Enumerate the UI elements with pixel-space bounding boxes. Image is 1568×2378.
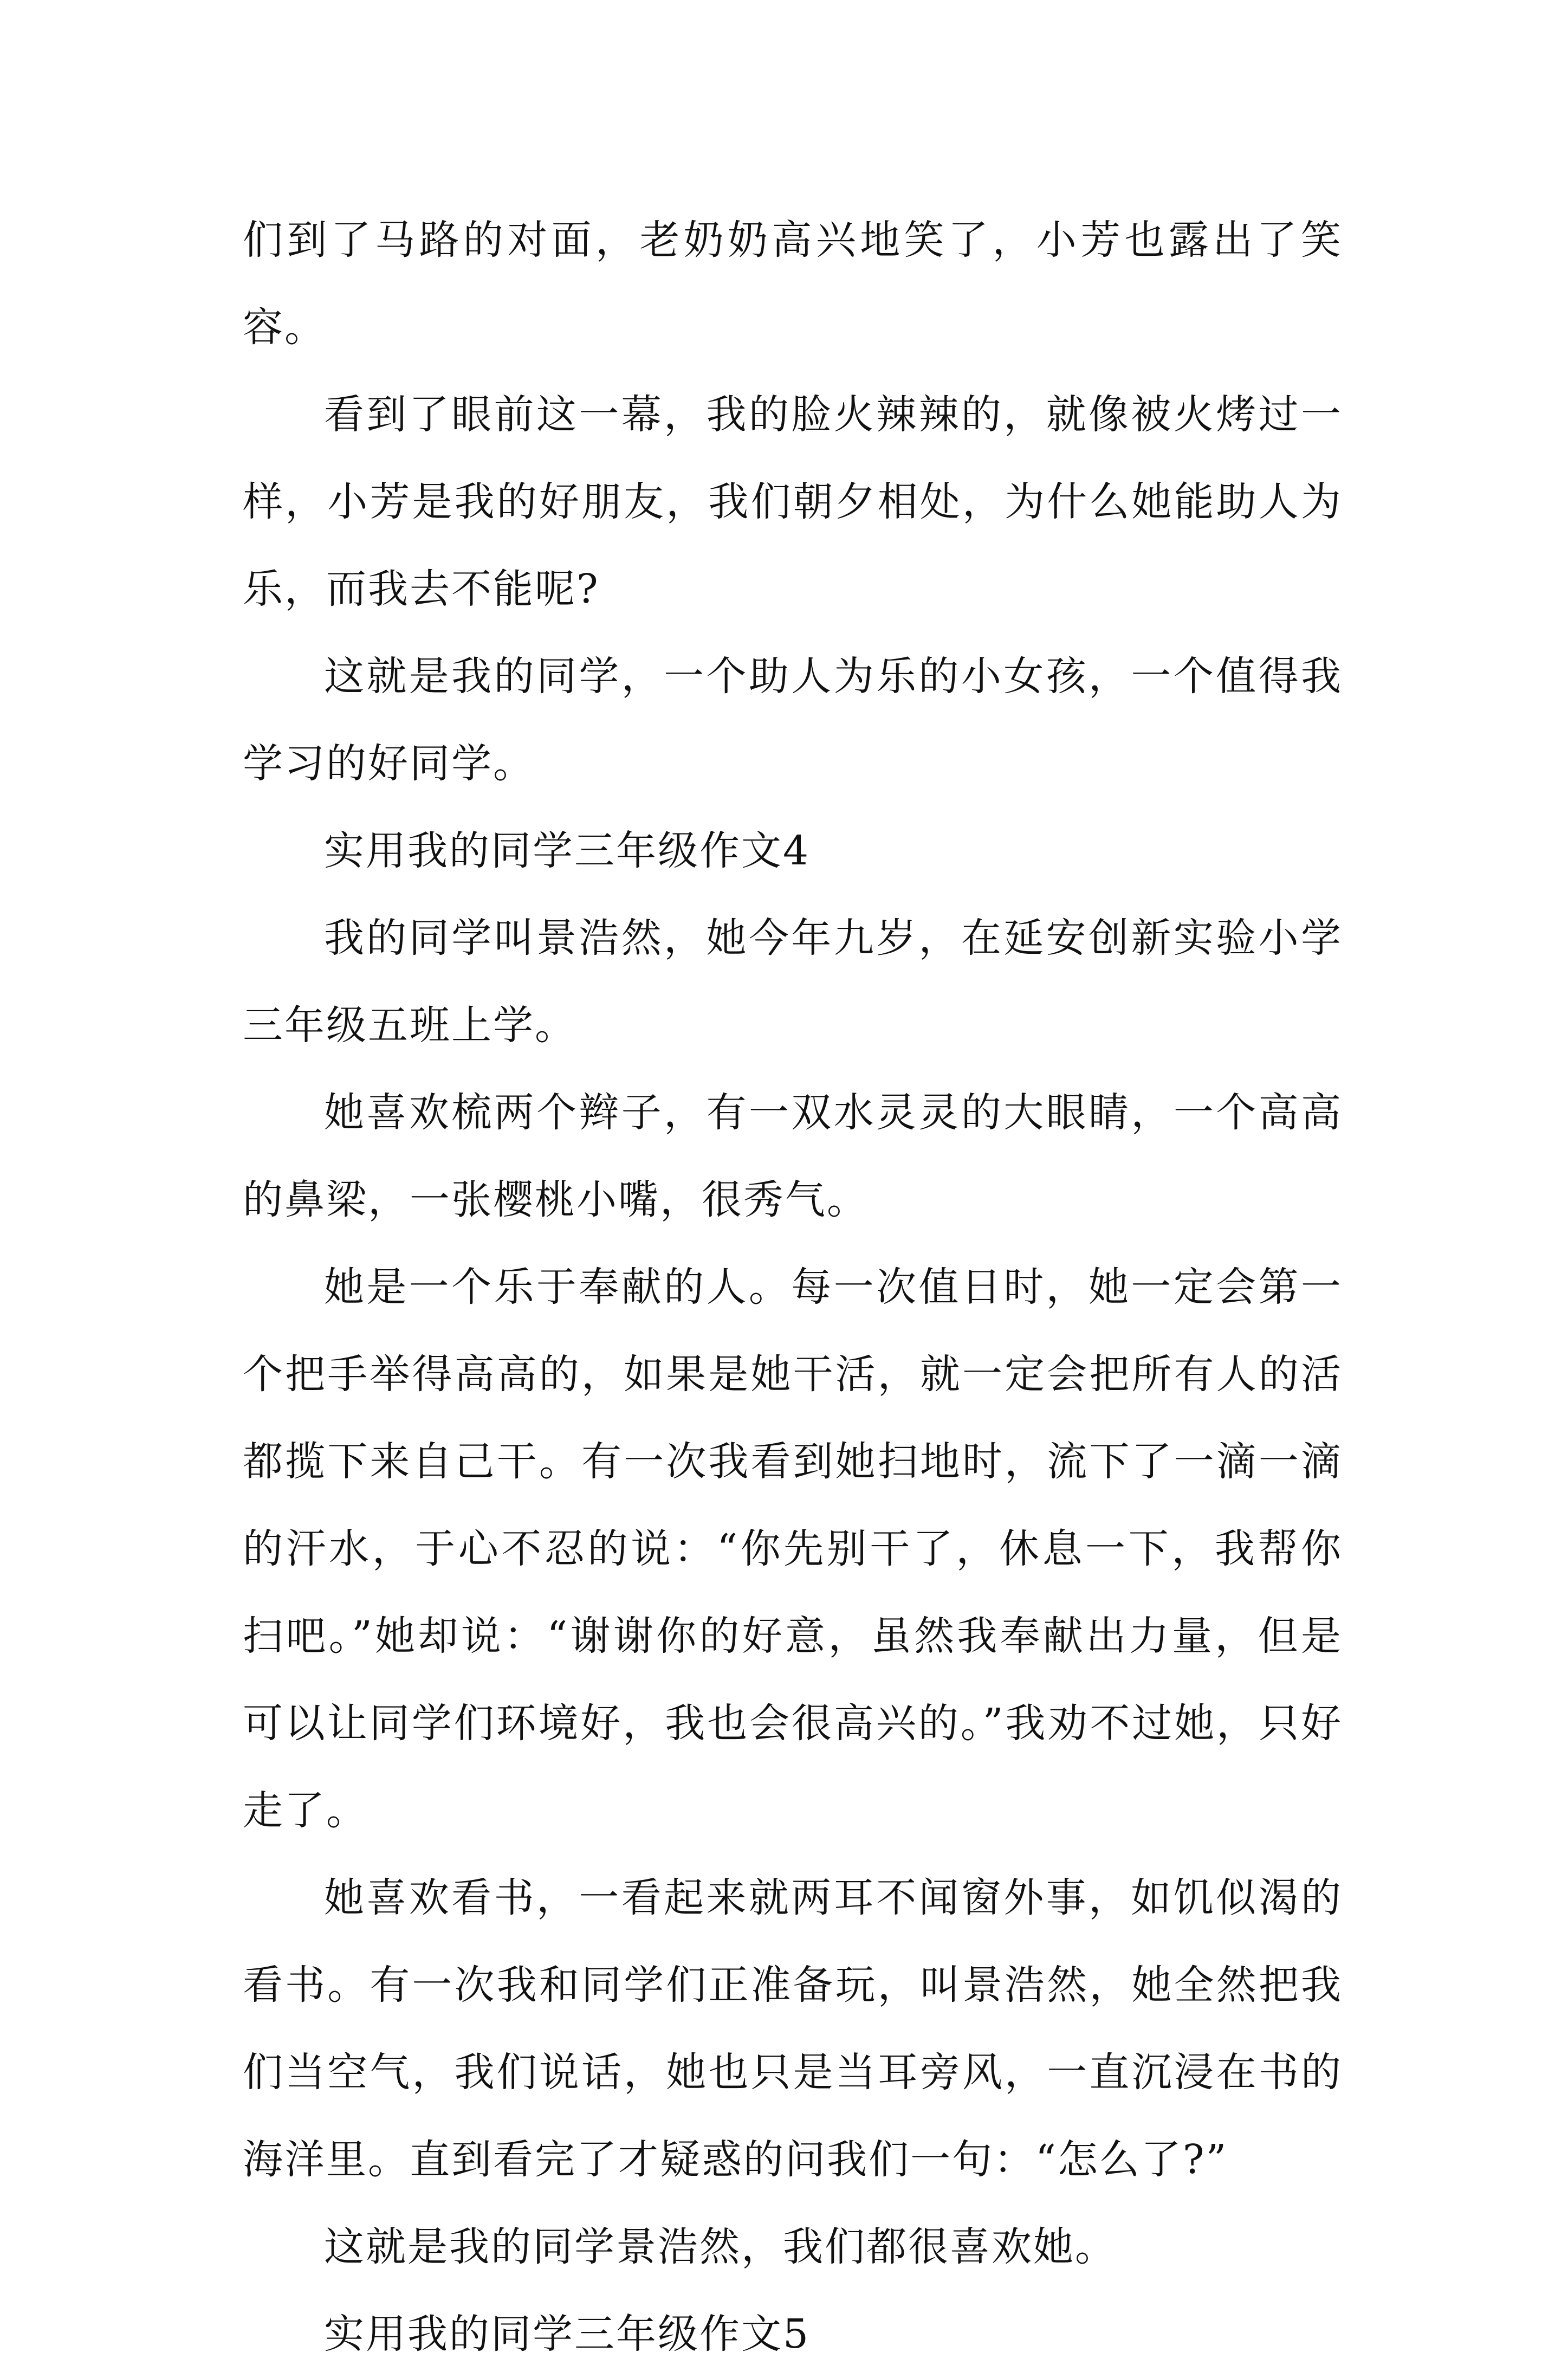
paragraph: 这就是我的同学，一个助人为乐的小女孩，一个值得我学习的好同学。: [243, 653, 1343, 787]
paragraph: 们到了马路的对面，老奶奶高兴地笑了，小芳也露出了笑容。: [243, 217, 1343, 351]
document-body: [243, 197, 1343, 2378]
paragraph: 我的同学叫景浩然，她今年九岁，在延安创新实验小学三年级五班上学。: [243, 915, 1343, 1049]
paragraph: 她喜欢梳两个辫子，有一双水灵灵的大眼睛，一个高高的鼻梁，一张樱桃小嘴，很秀气。: [243, 1089, 1343, 1223]
section-heading: 实用我的同学三年级作文4: [324, 828, 811, 874]
paragraph: 她是一个乐于奉献的人。每一次值日时，她一定会第一个把手举得高高的，如果是她干活，就一定会把所有人的活都揽下来自己干。有一次我看到她扫地时，流下了一滴一滴的汗水，于心不忍的说：“你先别干了，休息一下，我帮你扫吧。”她却说：“谢谢你的好意，虽然我奉献出力量，但是可以让同学们环境好，我也会很高兴的。”我劝不过她，只好走了。: [243, 1264, 1343, 1834]
section-heading: 实用我的同学三年级作文5: [324, 2311, 811, 2357]
paragraph: 这就是我的同学景浩然，我们都很喜欢她。: [324, 2224, 1117, 2270]
paragraph: 她喜欢看书，一看起来就两耳不闻窗外事，如饥似渴的看书。有一次我和同学们正准备玩，叫景浩然，她全然把我们当空气，我们说话，她也只是当耳旁风，一直沉浸在书的海洋里。直到看完了才疑惑的问我们一句：“怎么了?”: [243, 1875, 1343, 2183]
paragraph: 看到了眼前这一幕，我的脸火辣辣的，就像被火烤过一样，小芳是我的好朋友，我们朝夕相处，为什么她能助人为乐，而我去不能呢?: [243, 391, 1343, 612]
